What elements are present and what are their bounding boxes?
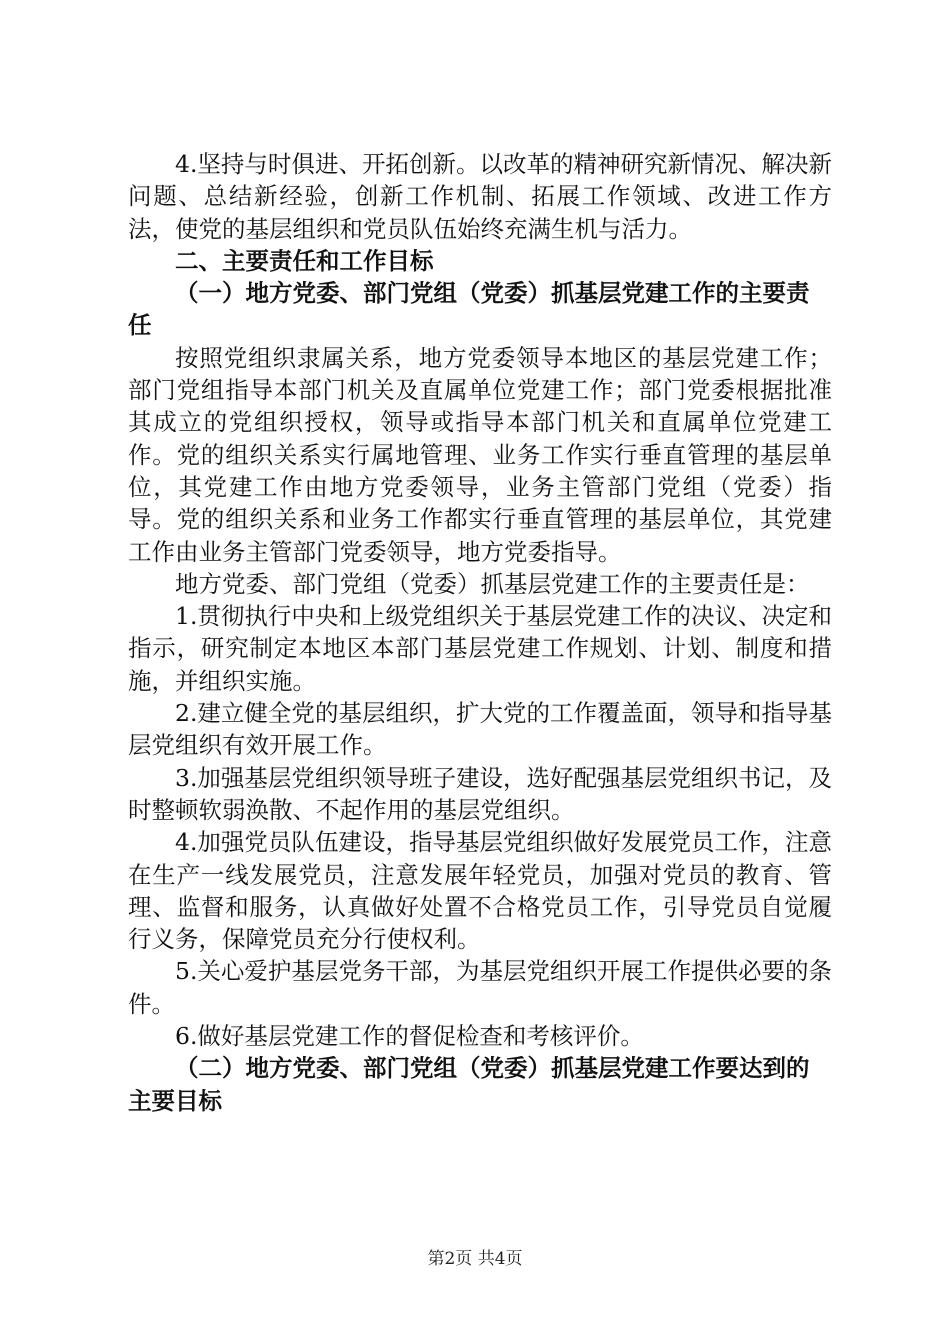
paragraph-item-4: 4.坚持与时俱进、开拓创新。以改革的精神研究新情况、解决新问题、总结新经验，创新工作机制、拓展工作领域、改进工作方法，使党的基层组织和党员队伍始终充满生机与活力。 (128, 150, 832, 243)
page-number: 第2页 共4页 (427, 1249, 523, 1269)
paragraph-item-3: 3.加强基层党组织领导班子建设，选好配强基层党组织书记，及时整顿软弱涣散、不起作用的基层党组织。 (128, 763, 832, 824)
paragraph-item-5: 5.关心爱护基层党务干部，为基层党组织开展工作提供必要的条件。 (128, 957, 832, 1018)
paragraph-item-6: 6.做好基层党建工作的督促检查和考核评价。 (175, 1022, 644, 1051)
paragraph-affiliation: 按照党组织隶属关系，地方党委领导本地区的基层党建工作；部门党组指导本部门机关及直属单位党建工作；部门党委根据批准其成立的党组织授权，领导或指导本部门机关和直属单位党建工作。党的组织关系实行属地管理、业务工作实行垂直管理的基层单位，其党建工作由地方党委领导，业务主管部门党组（党委）指导。党的组织关系和业务工作都实行垂直管理的基层单位，其党建工作由业务主管部门党委领导，地方党委指导。 (128, 343, 832, 566)
paragraph-item-1: 1.贯彻执行中央和上级党组织关于基层党建工作的决议、决定和指示，研究制定本地区本部门基层党建工作规划、计划、制度和措施，并组织实施。 (128, 602, 832, 695)
section-heading-main-responsibilities: 二、主要责任和工作目标 (175, 246, 434, 275)
document-body (128, 148, 832, 1117)
subsection-heading-responsibilities: （一）地方党委、部门党组（党委）抓基层党建工作的主要责任 (128, 279, 810, 340)
paragraph-main-responsibility-intro: 地方党委、部门党组（党委）抓基层党建工作的主要责任是： (175, 569, 810, 598)
paragraph-item-4b: 4.加强党员队伍建设，指导基层党组织做好发展党员工作，注意在生产一线发展党员，注意发展年轻党员，加强对党员的教育、管理、监督和服务，认真做好处置不合格党员工作，引导党员自觉履行义务，保障党员充分行使权利。 (128, 828, 832, 954)
subsection-heading-goals: （二）地方党委、部门党组（党委）抓基层党建工作要达到的主要目标 (128, 1054, 810, 1115)
paragraph-item-2: 2.建立健全党的基层组织，扩大党的工作覆盖面，领导和指导基层党组织有效开展工作。 (128, 699, 832, 760)
page-footer (0, 1244, 950, 1269)
